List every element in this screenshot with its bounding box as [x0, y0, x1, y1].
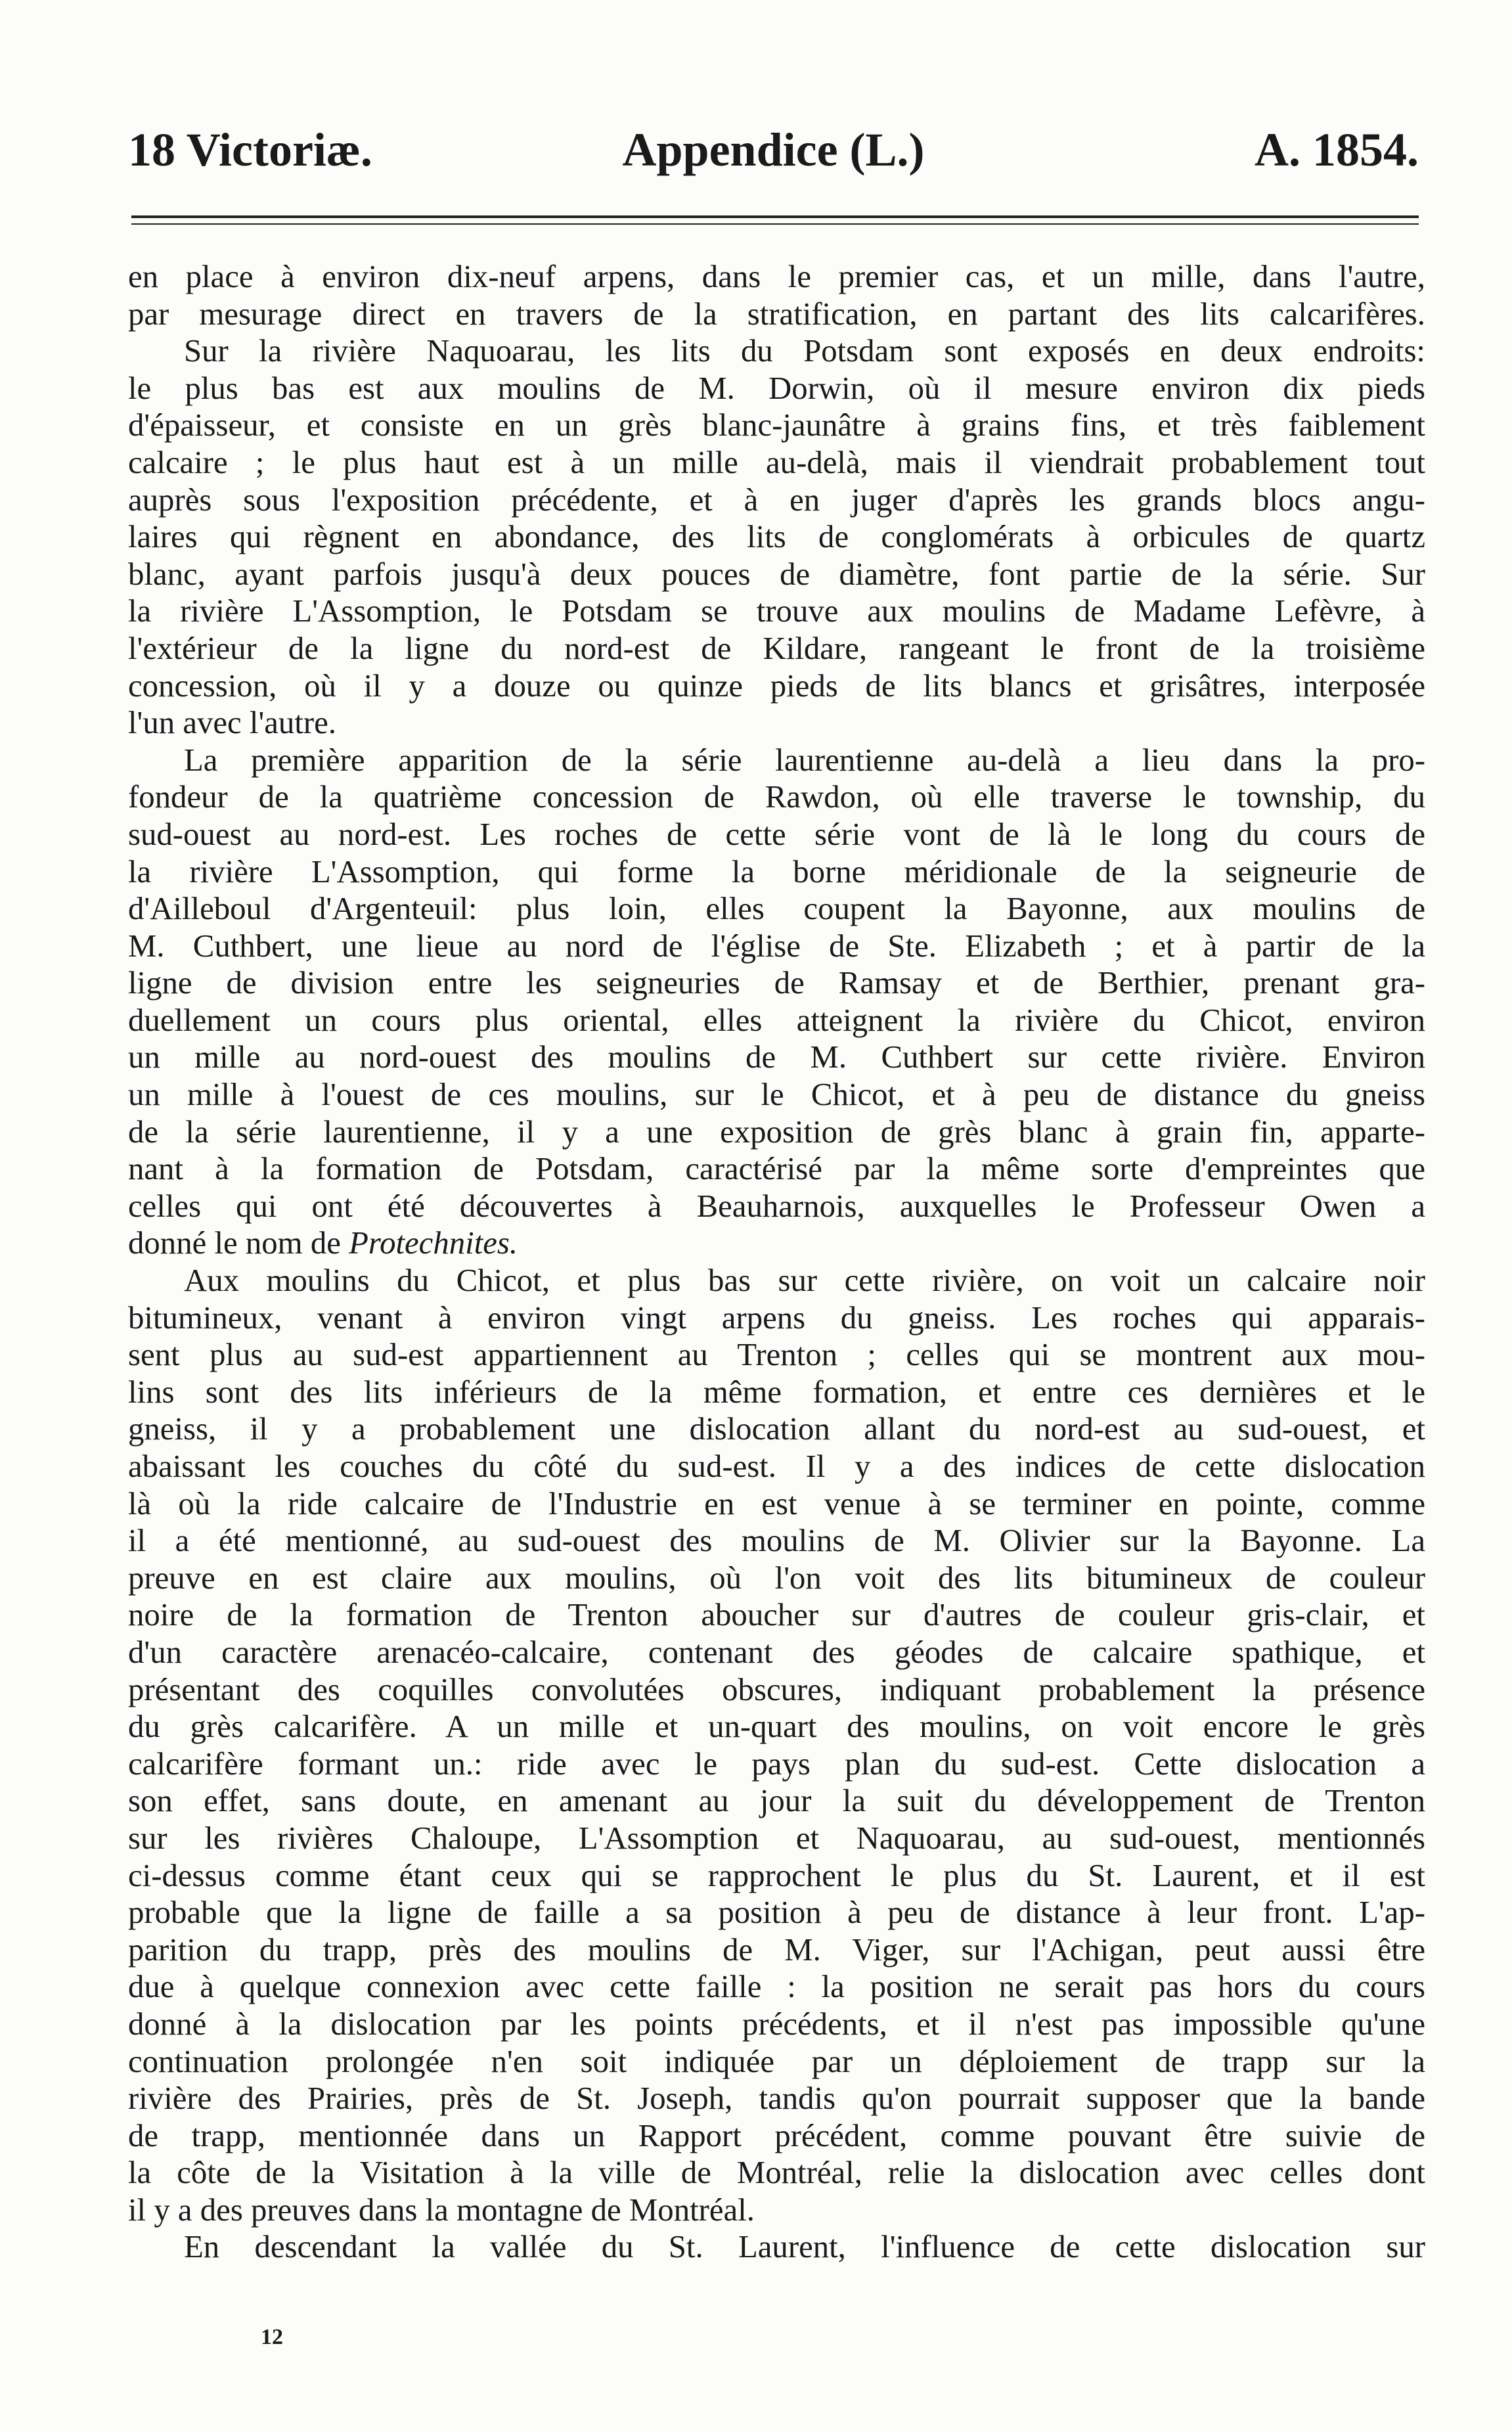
text-line: [128, 1894, 1425, 1931]
text-line: [128, 1522, 1425, 1560]
text-line: [128, 1262, 1425, 1299]
text-line: [128, 630, 1425, 667]
text-line-content: laires qui règnent en abondance, des lits de conglomérats à orbicules de quartz: [128, 519, 1425, 555]
text-line-content: abaissant les couches du côté du sud-est. Il y a des indices de cette dislocation: [128, 1449, 1425, 1484]
text-line-content: concession, où il y a douze ou quinze pieds de lits blancs et grisâtres, interposée: [128, 667, 1425, 704]
text-line: [128, 2228, 1425, 2266]
text-line-content: il a été mentionné, au sud-ouest des moulins de M. Olivier sur la Bayonne. La: [128, 1523, 1425, 1559]
text-line: [128, 556, 1425, 593]
text-line-content: rivière des Prairies, près de St. Joseph, tandis qu'on pourrait supposer que la bande: [128, 2081, 1425, 2117]
text-line-content: d'un caractère arenacéo-calcaire, contenant des géodes de calcaire spathique, et: [128, 1634, 1425, 1670]
text-line-content: fondeur de la quatrième concession de Rawdon, où elle traverse le township, du: [128, 779, 1425, 815]
text-line-content: noire de la formation de Trenton aboucher sur d'autres de couleur gris-clair, et: [128, 1597, 1425, 1633]
text-line-content: là où la ride calcaire de l'Industrie en est venue à se terminer en pointe, comme: [128, 1485, 1425, 1521]
text-line-content: probable que la ligne de faille a sa position à peu de distance à leur front. L'ap-: [128, 1895, 1425, 1931]
text-line: [128, 1225, 1425, 1262]
text-line: [128, 890, 1425, 928]
text-line: [128, 1485, 1425, 1523]
text-line-content: M. Cuthbert, une lieue au nord de l'église de Ste. Elizabeth ; et à partir de la: [128, 928, 1425, 964]
text-line: [128, 370, 1425, 407]
text-line-content: ligne de division entre les seigneuries de Ramsay et de Berthier, prenant gra-: [128, 965, 1425, 1001]
text-line: [128, 1745, 1425, 1783]
italic-term: Protechnites.: [349, 1225, 518, 1261]
text-line: [128, 518, 1425, 556]
text-line-content: donné à la dislocation par les points précédents, et il n'est pas impossible qu'une: [128, 2006, 1425, 2042]
text-line-content: continuation prolongée n'en soit indiquée par un déploiement de trapp sur la: [128, 2043, 1425, 2079]
text-line: [128, 1931, 1425, 1969]
text-line: [128, 332, 1425, 370]
text-line-content: de la série laurentienne, il y a une exposition de grès blanc à grain fin, apparte-: [128, 1114, 1425, 1150]
text-line: [128, 742, 1425, 779]
text-line-content: calcaire ; le plus haut est à un mille au-delà, mais il viendrait probablement tout: [128, 444, 1425, 480]
header-rule: [131, 215, 1419, 218]
text-line-content: parition du trapp, près des moulins de M. Viger, sur l'Achigan, peut aussi être: [128, 1931, 1425, 1968]
text-line: [128, 1076, 1425, 1114]
text-line-content: par mesurage direct en travers de la stratification, en partant des lits calcarifères.: [128, 296, 1425, 332]
text-line: [128, 258, 1425, 296]
body-text: [128, 258, 1425, 2266]
text-line-content: nant à la formation de Potsdam, caractérisé par la même sorte d'empreintes que: [128, 1151, 1425, 1187]
text-line: [128, 1782, 1425, 1820]
text-line-content: son effet, sans doute, en amenant au jour la suit du développement de Trenton: [128, 1783, 1425, 1819]
text-line: [128, 1708, 1425, 1745]
text-line-content: blanc, ayant parfois jusqu'à deux pouces de diamètre, font partie de la série. Sur: [128, 556, 1425, 592]
text-line-content: il y a des preuves dans la montagne de Montréal.: [128, 2192, 755, 2228]
text-line-content: sud-ouest au nord-est. Les roches de cette série vont de là le long du cours de: [128, 816, 1425, 852]
text-line: [128, 1150, 1425, 1188]
text-line-content: preuve en est claire aux moulins, où l'on voit des lits bitumineux de couleur: [128, 1560, 1425, 1596]
text-line-content: de trapp, mentionnée dans un Rapport précédent, comme pouvant être suivie de: [128, 2117, 1425, 2153]
header-year: A. 1854.: [1255, 124, 1419, 176]
text-line: [128, 2080, 1425, 2117]
text-line: [128, 2192, 1425, 2229]
text-line-content: présentant des coquilles convolutées obscures, indiquant probablement la présence: [128, 1671, 1425, 1707]
text-line: [128, 2117, 1425, 2155]
text-line-content: lins sont des lits inférieurs de la même formation, et entre ces dernières et le: [128, 1374, 1425, 1410]
text-line-content: l'extérieur de la ligne du nord-est de Kildare, rangeant le front de la troisième: [128, 630, 1425, 666]
text-line-content: la côte de la Visitation à la ville de Montréal, relie la dislocation avec celles dont: [128, 2155, 1425, 2191]
header-session: 18 Victoriæ.: [128, 124, 372, 176]
text-line-content: bitumineux, venant à environ vingt arpens du gneiss. Les roches qui apparais-: [128, 1299, 1425, 1336]
text-line: [128, 1188, 1425, 1225]
text-line-content: d'Ailleboul d'Argenteuil: plus loin, elles coupent la Bayonne, aux moulins de: [128, 891, 1425, 927]
text-line-content: auprès sous l'exposition précédente, et à en juger d'après les grands blocs angu-: [128, 482, 1425, 518]
text-line-content: due à quelque connexion avec cette faille : la position ne serait pas hors du cours: [128, 1969, 1425, 2005]
text-line-content: sur les rivières Chaloupe, L'Assomption et Naquoarau, au sud-ouest, mentionnés: [128, 1820, 1425, 1856]
text-line-content: celles qui ont été découvertes à Beauharnois, auxquelles le Professeur Owen a: [128, 1188, 1425, 1224]
text-line: [128, 296, 1425, 333]
text-line: [128, 444, 1425, 482]
text-line: [128, 1634, 1425, 1671]
text-line: [128, 1968, 1425, 2006]
text-line-content: gneiss, il y a probablement une dislocation allant du nord-est au sud-ouest, et: [128, 1411, 1425, 1447]
text-line-content: duellement un cours plus oriental, elles atteignent la rivière du Chicot, environ: [128, 1002, 1425, 1038]
header-rule-thin: [131, 223, 1419, 225]
text-line-content: un mille au nord-ouest des moulins de M. Cuthbert sur cette rivière. Environ: [128, 1039, 1425, 1075]
text-line: [128, 1336, 1425, 1374]
header-title: Appendice (L.): [622, 124, 925, 176]
text-line: [128, 407, 1425, 444]
text-line-content: la rivière L'Assomption, le Potsdam se trouve aux moulins de Madame Lefèvre, à: [128, 593, 1425, 629]
text-line-content: Aux moulins du Chicot, et plus bas sur cette rivière, on voit un calcaire noir: [184, 1263, 1425, 1299]
text-line: [128, 1448, 1425, 1485]
text-line-content: l'un avec l'autre.: [128, 705, 336, 741]
text-line: [128, 778, 1425, 816]
text-line-content: En descendant la vallée du St. Laurent, l'influence de cette dislocation sur: [184, 2229, 1425, 2265]
text-line: [128, 964, 1425, 1002]
text-line: [128, 1002, 1425, 1039]
text-line-content: la rivière L'Assomption, qui forme la borne méridionale de la seigneurie de: [128, 853, 1425, 889]
text-line: [128, 1820, 1425, 1857]
text-line: [128, 2006, 1425, 2043]
text-line-content: un mille à l'ouest de ces moulins, sur le Chicot, et à peu de distance du gneiss: [128, 1077, 1425, 1113]
text-line-content: Sur la rivière Naquoarau, les lits du Potsdam sont exposés en deux endroits:: [184, 333, 1425, 369]
text-line: [128, 928, 1425, 965]
text-line: [128, 1114, 1425, 1151]
text-line-content: le plus bas est aux moulins de M. Dorwin, où il mesure environ dix pieds: [128, 370, 1425, 406]
text-line-content: d'épaisseur, et consiste en un grès blanc-jaunâtre à grains fins, et très faiblement: [128, 407, 1425, 443]
text-line: [128, 2043, 1425, 2081]
text-line: [128, 1857, 1425, 1895]
text-line: [128, 1299, 1425, 1337]
text-line: [128, 1560, 1425, 1597]
text-line: [128, 1596, 1425, 1634]
text-line: [128, 816, 1425, 853]
text-line: [128, 1039, 1425, 1076]
page-header: [128, 117, 1419, 183]
text-line: [128, 667, 1425, 705]
text-line: [128, 853, 1425, 891]
text-line-content: du grès calcarifère. A un mille et un-quart des moulins, on voit encore le grès: [128, 1709, 1425, 1745]
text-line-content: donné le nom de: [128, 1225, 349, 1261]
text-line: [128, 1671, 1425, 1709]
text-line-content: calcarifère formant un.: ride avec le pays plan du sud-est. Cette dislocation a: [128, 1745, 1425, 1782]
text-line: [128, 2154, 1425, 2192]
text-line-content: sent plus au sud-est appartiennent au Trenton ; celles qui se montrent aux mou-: [128, 1337, 1425, 1373]
signature-mark: 12: [261, 2325, 283, 2349]
text-line: [128, 482, 1425, 519]
text-line-content: La première apparition de la série laurentienne au-delà a lieu dans la pro-: [184, 742, 1425, 778]
text-line: [128, 1410, 1425, 1448]
text-line: [128, 593, 1425, 630]
text-line-content: ci-dessus comme étant ceux qui se rapprochent le plus du St. Laurent, et il est: [128, 1857, 1425, 1893]
text-line: [128, 1374, 1425, 1411]
text-line-content: en place à environ dix-neuf arpens, dans le premier cas, et un mille, dans l'autre,: [128, 259, 1425, 294]
text-line: [128, 704, 1425, 742]
